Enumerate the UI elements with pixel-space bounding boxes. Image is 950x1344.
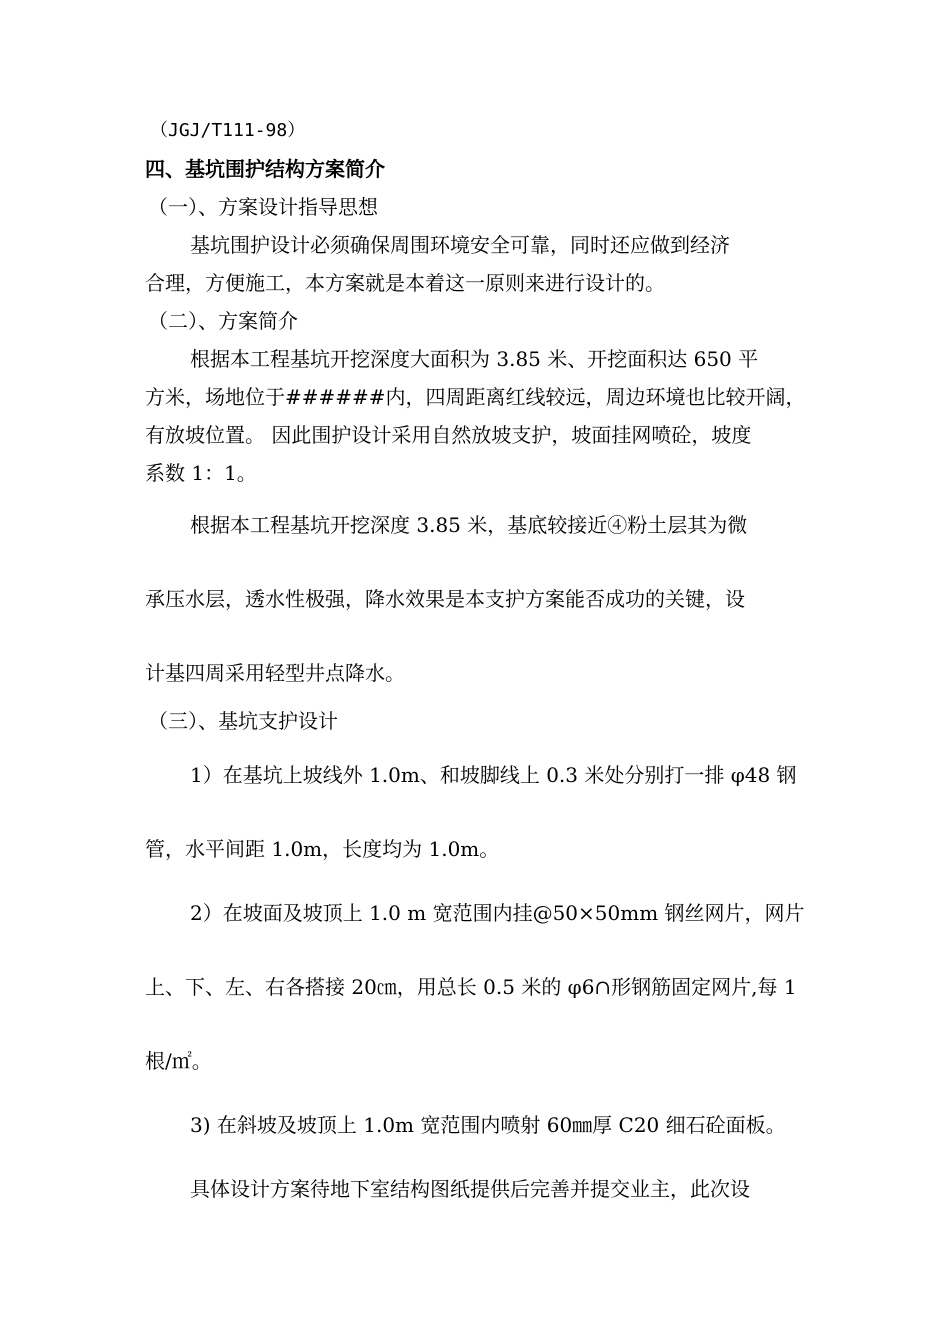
part3-item1-line-1: 1）在基坑上坡线外 1.0m、和坡脚线上 0.3 米处分别打一排 φ48 钢 — [190, 763, 797, 787]
section-heading: 四、基坑围护结构方案简介 — [145, 157, 385, 181]
part3-item1-line-2: 管，水平间距 1.0m，长度均为 1.0m。 — [145, 837, 500, 861]
part1-heading: （一）、方案设计指导思想 — [148, 195, 378, 219]
part2-para1-line-3: 有放坡位置。 因此围护设计采用自然放坡支护，坡面挂网喷砼，坡度 — [145, 423, 752, 447]
part2-para2-line-2: 承压水层，透水性极强，降水效果是本支护方案能否成功的关键，设 — [145, 587, 745, 611]
part1-line-2: 合理，方便施工，本方案就是本着这一原则来进行设计的。 — [145, 271, 665, 295]
part3-item2-line-2: 上、下、左、右各搭接 20㎝，用总长 0.5 米的 φ6∩形钢筋固定网片,每 1 — [145, 975, 797, 999]
part2-para2-line-3: 计基四周采用轻型井点降水。 — [145, 661, 405, 685]
part2-para1-line-1: 根据本工程基坑开挖深度大面积为 3.85 米、开挖面积达 650 平 — [190, 347, 759, 371]
standard-reference: （JGJ/T111-98） — [150, 120, 306, 141]
part3-item2-line-1: 2）在坡面及坡顶上 1.0 m 宽范围内挂@50×50mm 钢丝网片，网片 — [190, 901, 805, 925]
part3-heading: （三）、基坑支护设计 — [148, 709, 338, 733]
part3-item2-line-3: 根/㎡。 — [145, 1049, 212, 1073]
part2-heading: （二）、方案简介 — [148, 309, 298, 333]
part3-item3-line: 3) 在斜坡及坡顶上 1.0m 宽范围内喷射 60㎜厚 C20 细石砼面板。 — [190, 1113, 786, 1137]
part2-para2-line-1: 根据本工程基坑开挖深度 3.85 米，基底较接近④粉土层其为微 — [190, 513, 748, 537]
part2-para1-line-4: 系数 1：1。 — [145, 461, 257, 485]
closing-line: 具体设计方案待地下室结构图纸提供后完善并提交业主，此次设 — [190, 1177, 750, 1201]
part1-line-1: 基坑围护设计必须确保周围环境安全可靠，同时还应做到经济 — [190, 233, 730, 257]
part2-para1-line-2: 方米，场地位于######内，四周距离红线较远，周边环境也比较开阔， — [145, 385, 806, 409]
